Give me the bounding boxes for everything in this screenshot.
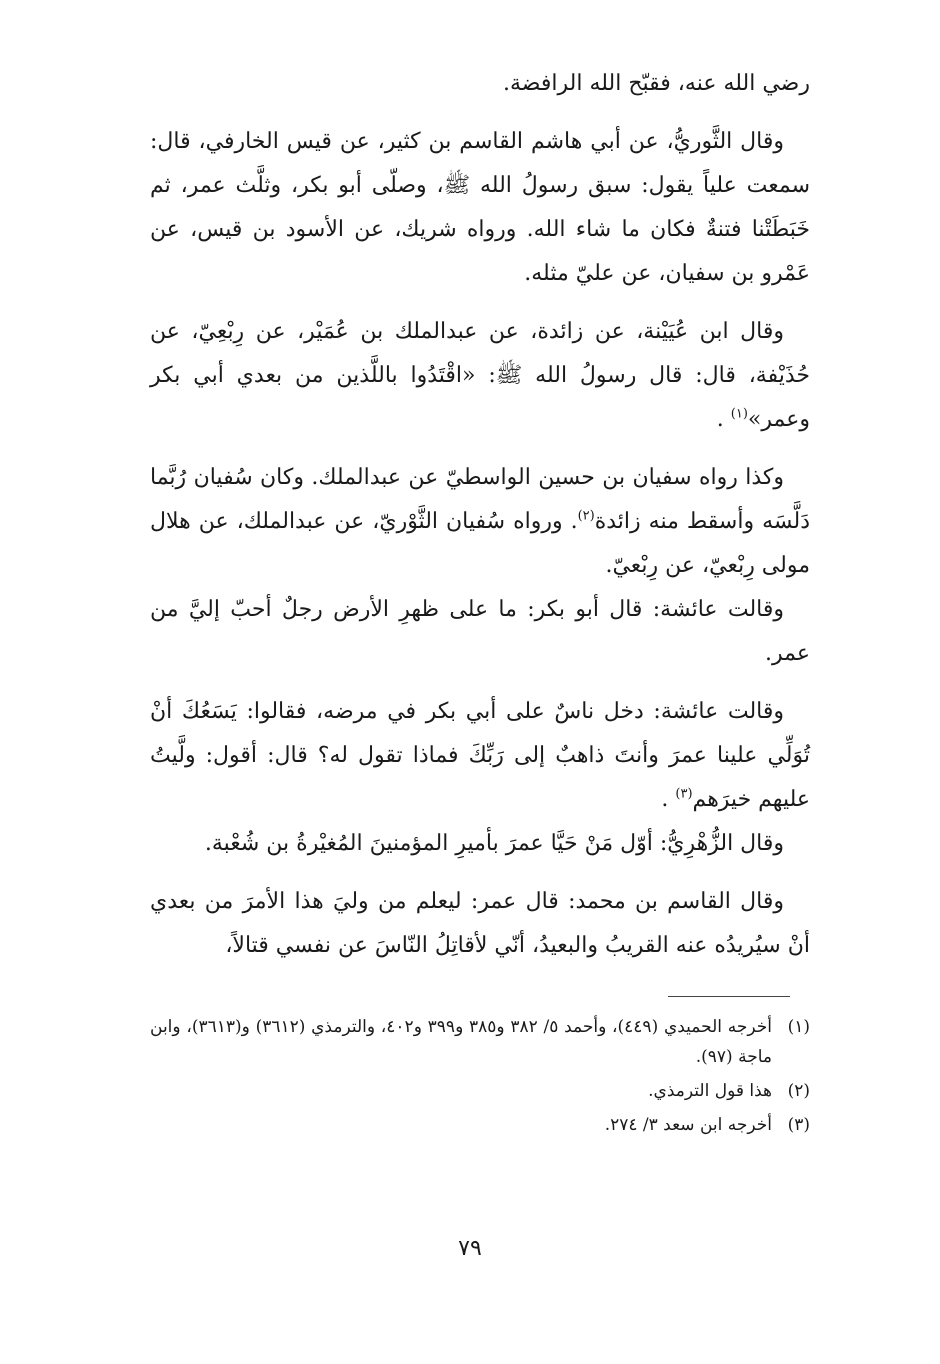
paragraph-8: وقال القاسم بن محمد: قال عمر: ليعلم من وليَ هذا الأمرَ من بعدي أنْ سيُريدُه عنه القريبُ والبعيدُ، أنّي لأقاتِلُ النّاسَ عن نفسي قتالاً،: [150, 889, 810, 958]
page-number: ٧٩: [458, 1236, 482, 1261]
footnote-separator: [668, 996, 790, 997]
paragraph-3-text: وقال ابن عُيَيْنة، عن زائدة، عن عبدالملك بن عُمَيْر، عن رِبْعِيّ، عن حُذَيْفة، قال: قال رسولُ الله ﷺ: «اقْتَدُوا باللَّذين من بعدي أبي بكر وعمر»: [150, 319, 810, 432]
paragraph-3-tail: .: [716, 407, 731, 432]
paragraph-3: [150, 310, 810, 442]
page-body: [150, 62, 810, 968]
paragraph-4-text: وكذا رواه سفيان بن حسين الواسطيّ عن عبدالملك. وكان سُفيان رُبَّما دَلَّسَه وأسقط منه زائدة: [150, 465, 811, 534]
footnote-2: [150, 1076, 810, 1106]
main-text: [150, 62, 810, 968]
paragraph-2: وقال الثَّوريُّ، عن أبي هاشم القاسم بن كثير، عن قيس الخارفي، قال: سمعت علياً يقول: سبق رسولُ الله ﷺ، وصلّى أبو بكر، وثلَّث عمر، ثم خَبَطَتْنا فتنةٌ فكان ما شاء الله. ورواه شريك، عن الأسود بن قيس، عن عَمْرو بن سفيان، عن عليّ مثله.: [150, 129, 810, 286]
paragraph-6-tail: .: [661, 787, 676, 812]
paragraph-6: [150, 690, 810, 822]
footnote-text: أخرجه ابن سعد ٣/ ٢٧٤.: [604, 1115, 772, 1135]
footnote-text: أخرجه الحميدي (٤٤٩)، وأحمد ٥/ ٣٨٢ و٣٨٥ و٣٩٩ و٤٠٢، والترمذي (٣٦١٢) و(٣٦١٣)، وابن ماجة (٩٧).: [150, 1017, 772, 1067]
footnote-ref-1[interactable]: (١): [730, 406, 748, 422]
paragraph-4: [150, 456, 810, 588]
paragraph-7: وقال الزُّهْرِيُّ: أوّل مَنْ حَيَّا عمرَ بأميرِ المؤمنينَ المُغيْرةُ بن شُعْبة.: [204, 831, 784, 856]
footnote-number: (٢): [787, 1081, 810, 1101]
footnote-number: (٣): [787, 1115, 810, 1135]
footnote-3: [150, 1110, 810, 1140]
footnote-number: (١): [787, 1017, 810, 1037]
footnote-ref-3[interactable]: (٣): [675, 786, 693, 802]
paragraph-4-tail: . ورواه سُفيان الثَّوْريّ، عن عبدالملك، عن هلال مولى رِبْعيّ، عن رِبْعيّ.: [150, 509, 810, 578]
footnote-ref-2[interactable]: (٢): [577, 508, 595, 524]
paragraph-5: وقالت عائشة: قال أبو بكر: ما على ظهرِ الأرض رجلٌ أحبّ إليَّ من عمر.: [150, 597, 810, 666]
footnotes: [150, 1012, 810, 1144]
paragraph-1: رضي الله عنه، فقبّح الله الرافضة.: [503, 71, 810, 96]
footnote-1: [150, 1012, 810, 1072]
paragraph-6-text: وقالت عائشة: دخل ناسٌ على أبي بكر في مرضه، فقالوا: يَسَعُكَ أنْ تُوَلِّي علينا عمرَ وأنتَ ذاهبٌ إلى رَبِّكَ فماذا تقول له؟ قال: أقول: ولَّيتُ عليهم خيرَهم: [150, 699, 810, 812]
footnote-text: هذا قول الترمذي.: [648, 1081, 772, 1101]
